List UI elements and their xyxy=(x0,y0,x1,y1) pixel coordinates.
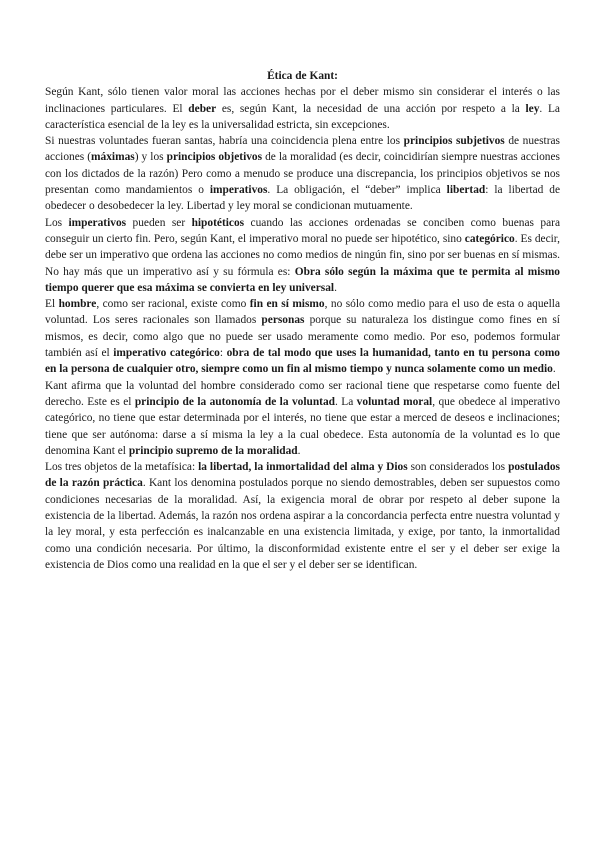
paragraph xyxy=(45,133,560,214)
bold-term: imperativos xyxy=(68,216,127,229)
bold-term: máximas xyxy=(91,151,135,164)
bold-term: principio supremo de la moralidad xyxy=(128,444,298,457)
text-run: es, según Kant, la necesidad de una acción por respeto a la xyxy=(216,102,526,115)
text-run: Kant afirma que la voluntad del hombre considerado como ser racional tiene que respetarse como fuente del derecho. Este es el xyxy=(45,379,560,408)
bold-term: imperativo categórico xyxy=(113,347,220,360)
text-run: . Kant los denomina postulados porque no siendo demostrables, deben ser supuestos como condiciones necesarias de la moralidad. Así, la exigencia moral de obrar por respeto al deber supone la existencia de la libertad. Además, la razón nos ordena aspirar a la concordancia perfecta entre nuestra voluntad y la ley moral, y esta perfección es inalcanzable en una existencia limitada, y exige, por tanto, la inmortalidad como una condición necesaria. Por último, la disconformidad existente entre el ser y el deber ser exige la existencia de Dios como una realidad en la que el ser y el deber ser se identifican. xyxy=(45,477,560,571)
text-run: . La xyxy=(335,395,357,408)
text-run: ) y los xyxy=(134,151,167,164)
bold-term: la libertad, la inmortalidad del alma y Dios xyxy=(198,461,408,474)
document-page xyxy=(45,68,560,573)
text-run: de la moralidad (es decir, coincidirían siempre nuestras acciones con los dictados de la razón) Pero como a menudo se produce una discrepancia, los principios objetivos se nos presentan como mandamientos o xyxy=(45,151,560,197)
bold-term: principio de la autonomía de la voluntad xyxy=(134,395,335,408)
bold-term: postulados de la razón práctica xyxy=(45,461,560,490)
bold-term: fin en sí mismo xyxy=(249,298,325,311)
text-run: Los tres objetos de la metafísica: xyxy=(45,461,199,474)
bold-term: categórico xyxy=(464,232,515,245)
text-run: , no sólo como medio para el uso de esta o aquella voluntad. Los seres racionales son llamados xyxy=(45,298,560,327)
text-run: porque su naturaleza los distingue como fines en sí mismos, es decir, como algo que no puede ser usado meramente como medio. Por eso, podemos formular también así el xyxy=(45,314,560,360)
paragraph xyxy=(45,84,560,133)
text-run: . La obligación, el “deber” implica xyxy=(267,184,447,197)
bold-term: obra de tal modo que uses la humanidad, tanto en tu persona como en la persona de cualquier otro, siempre como un fin al mismo tiempo y nunca solamente como un medio xyxy=(45,347,560,376)
bold-term: hombre xyxy=(58,298,97,311)
text-run: . La característica esencial de la ley es la universalidad estricta, sin excepciones. xyxy=(45,102,560,131)
bold-term: principios subjetivos xyxy=(403,135,505,148)
text-run: de nuestras acciones ( xyxy=(45,135,560,164)
text-run: , como ser racional, existe como xyxy=(96,298,250,311)
document-title: Ética de Kant: xyxy=(267,70,338,82)
bold-term: voluntad moral xyxy=(356,395,433,408)
bold-term: libertad xyxy=(446,184,486,197)
text-run: . xyxy=(334,281,337,294)
text-run: Si nuestras voluntades fueran santas, habría una coincidencia plena entre los xyxy=(45,135,404,148)
text-run: , que obedece al imperativo categórico, no tiene que estar determinada por el interés, no tiene que estar a merced de deseos e inclinaciones; tiene que ser autónoma: darse a sí misma la ley a la cual obedece. Esta autonomía de la voluntad es lo que denomina Kant el xyxy=(45,395,561,457)
text-run: pueden ser xyxy=(126,216,192,229)
text-run: Los xyxy=(45,216,69,229)
document-body xyxy=(45,84,560,573)
text-run: . xyxy=(552,363,556,376)
paragraph xyxy=(45,459,560,573)
text-run: : la libertad de obedecer o desobedecer la ley. Libertad y ley moral se condicionan mutuamente. xyxy=(45,184,561,213)
bold-term: Obra sólo según la máxima que te permita al mismo tiempo querer que esa máxima se convierta en ley universal xyxy=(45,265,561,294)
paragraph xyxy=(45,296,560,377)
paragraph xyxy=(45,215,560,296)
text-run: . xyxy=(297,444,301,457)
text-run: . Es decir, debe ser un imperativo que ordena las acciones no como medios de ningún fin, sino por ser buenas en sí mismas. No hay más que un imperativo así y su fórmula es: xyxy=(45,232,560,278)
paragraph xyxy=(45,378,560,459)
bold-term: hipotéticos xyxy=(191,216,245,229)
bold-term: deber xyxy=(188,102,217,115)
text-run: Según Kant, sólo tienen valor moral las acciones hechas por el deber mismo sin considerar el interés o las inclinaciones particulares. El xyxy=(45,86,560,115)
bold-term: imperativos xyxy=(209,184,268,197)
text-run: cuando las acciones ordenadas se conciben como buenas para conseguir un cierto fin. Pero, según Kant, el imperativo moral no puede ser hipotético, sino xyxy=(45,216,561,245)
bold-term: principios objetivos xyxy=(166,151,263,164)
text-run: : xyxy=(219,347,227,360)
text-run: son considerados los xyxy=(407,461,509,474)
text-run: El xyxy=(45,298,59,311)
bold-term: personas xyxy=(261,314,305,327)
bold-term: ley xyxy=(525,102,540,115)
